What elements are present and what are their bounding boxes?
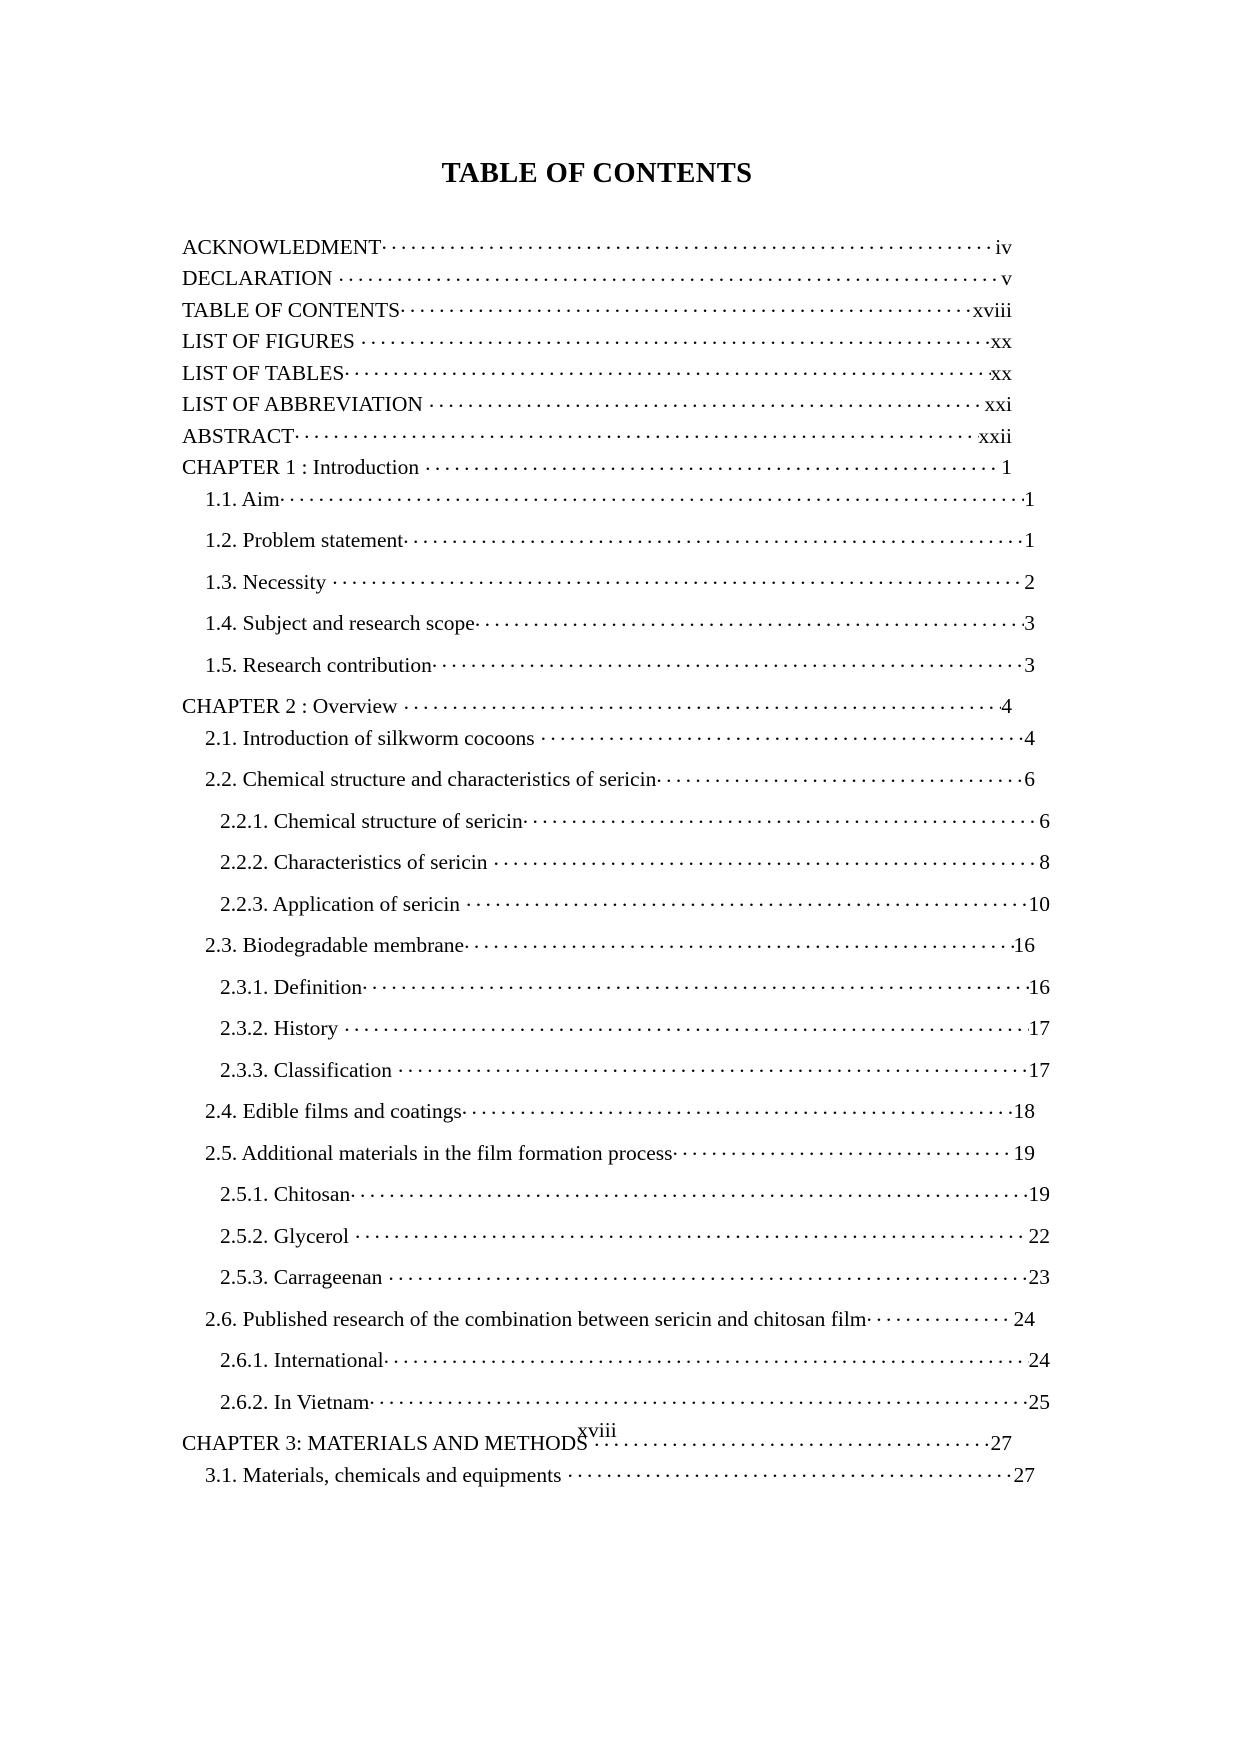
toc-leader-dots	[561, 1460, 1013, 1482]
toc-leader-dots	[464, 931, 1013, 953]
toc-leader-dots	[344, 358, 990, 380]
toc-leader-dots	[369, 1387, 1028, 1409]
toc-entry-page-number: xxi	[984, 392, 1012, 417]
table-of-contents-list	[182, 232, 1050, 1487]
toc-entry-page-number: 16	[1028, 974, 1050, 999]
toc-leader-dots	[355, 327, 991, 349]
toc-entry-label: 1.5. Research contribution	[205, 652, 432, 677]
toc-entry[interactable]	[182, 609, 1035, 635]
toc-entry-label: 2.6. Published research of the combination between sericin and chitosan film	[205, 1306, 867, 1331]
toc-entry-page-number: 17	[1028, 1016, 1050, 1041]
toc-entry[interactable]	[182, 327, 1012, 353]
toc-entry-page-number: 3	[1024, 611, 1035, 636]
toc-entry-page-number: 4	[1001, 694, 1012, 719]
toc-entry-page-number: xx	[990, 329, 1012, 354]
toc-entry-page-number: 23	[1028, 1265, 1050, 1290]
toc-leader-dots	[423, 390, 985, 412]
toc-entry[interactable]	[182, 421, 1012, 447]
footer-page-number: xviii	[577, 1418, 617, 1442]
toc-entry[interactable]	[182, 484, 1035, 510]
toc-entry-label: TABLE OF CONTENTS	[182, 297, 401, 322]
toc-entry-page-number: 18	[1013, 1099, 1035, 1124]
toc-leader-dots	[462, 1097, 1014, 1119]
toc-leader-dots	[400, 295, 973, 317]
toc-entry-label: 2.2. Chemical structure and characteristics of sericin	[205, 767, 657, 792]
toc-entry[interactable]	[182, 1014, 1050, 1040]
toc-entry-page-number: xviii	[972, 297, 1012, 322]
toc-leader-dots	[487, 848, 1039, 870]
toc-entry[interactable]	[182, 889, 1050, 915]
toc-entry-page-number: 2	[1024, 569, 1035, 594]
toc-entry[interactable]	[182, 650, 1035, 676]
toc-entry-label: DECLARATION	[182, 266, 333, 291]
toc-entry-page-number: 3	[1024, 652, 1035, 677]
toc-entry-label: ACKNOWLEDMENT	[182, 234, 382, 259]
toc-leader-dots	[381, 232, 995, 254]
toc-entry-label: LIST OF FIGURES	[182, 329, 355, 354]
toc-entry-label: LIST OF ABBREVIATION	[182, 392, 423, 417]
toc-entry[interactable]	[182, 723, 1035, 749]
toc-entry-page-number: 25	[1028, 1389, 1050, 1414]
toc-entry[interactable]	[182, 1097, 1035, 1123]
toc-entry-page-number: 1	[1001, 455, 1012, 480]
toc-entry[interactable]	[182, 526, 1035, 552]
toc-entry-label: ABSTRACT	[182, 423, 295, 448]
toc-entry-page-number: 6	[1039, 808, 1050, 833]
toc-entry-page-number: 1	[1024, 528, 1035, 553]
toc-leader-dots	[398, 692, 1002, 714]
toc-leader-dots	[432, 650, 1024, 672]
toc-entry[interactable]	[182, 1180, 1050, 1206]
toc-entry[interactable]	[182, 1346, 1050, 1372]
toc-entry-label: 2.3.2. History	[220, 1016, 339, 1041]
toc-leader-dots	[280, 484, 1025, 506]
toc-entry-label: 1.4. Subject and research scope	[205, 611, 475, 636]
toc-entry[interactable]	[182, 765, 1035, 791]
toc-entry-label: CHAPTER 3: MATERIALS AND METHODS	[182, 1431, 589, 1456]
toc-leader-dots	[523, 806, 1040, 828]
toc-leader-dots	[382, 1263, 1028, 1285]
toc-leader-dots	[475, 609, 1024, 631]
toc-leader-dots	[673, 1138, 1014, 1160]
toc-entry-page-number: xx	[990, 360, 1012, 385]
page-content	[182, 0, 1050, 1487]
toc-leader-dots	[350, 1180, 1028, 1202]
toc-entry-page-number: iv	[995, 234, 1012, 259]
toc-entry-page-number: 4	[1024, 725, 1035, 750]
toc-entry[interactable]	[182, 358, 1012, 384]
toc-entry-page-number: 10	[1028, 891, 1050, 916]
toc-entry-label: 2.5.3. Carrageenan	[220, 1265, 383, 1290]
toc-entry[interactable]	[182, 1263, 1050, 1289]
toc-entry-label: 1.1. Aim	[205, 486, 280, 511]
toc-leader-dots	[419, 453, 1001, 475]
toc-entry-page-number: 16	[1013, 933, 1035, 958]
toc-entry[interactable]	[182, 1055, 1050, 1081]
toc-entry-page-number: 27	[990, 1431, 1012, 1456]
toc-entry-page-number: 8	[1039, 850, 1050, 875]
toc-entry[interactable]	[182, 1387, 1050, 1413]
toc-entry-label: 2.2.1. Chemical structure of sericin	[220, 808, 523, 833]
toc-entry-page-number: 22	[1028, 1223, 1050, 1248]
toc-leader-dots	[392, 1055, 1029, 1077]
toc-entry[interactable]	[182, 931, 1035, 957]
toc-leader-dots	[403, 526, 1024, 548]
toc-entry-label: 2.3.3. Classification	[220, 1057, 392, 1082]
toc-entry-label: 2.2.3. Application of sericin	[220, 891, 461, 916]
toc-leader-dots	[338, 1014, 1028, 1036]
toc-leader-dots	[326, 567, 1024, 589]
toc-entry[interactable]	[182, 567, 1035, 593]
toc-leader-dots	[294, 421, 978, 443]
toc-entry[interactable]	[182, 1138, 1035, 1164]
toc-entry-label: 2.1. Introduction of silkworm cocoons	[205, 725, 535, 750]
toc-entry-page-number: xxii	[978, 423, 1012, 448]
toc-leader-dots	[535, 723, 1025, 745]
toc-entry-label: 2.5.2. Glycerol	[220, 1223, 349, 1248]
toc-entry-label: CHAPTER 2 : Overview	[182, 694, 398, 719]
page-footer	[182, 1418, 1012, 1443]
toc-entry[interactable]	[182, 1304, 1035, 1330]
toc-entry-page-number: 6	[1024, 767, 1035, 792]
toc-entry[interactable]	[182, 295, 1012, 321]
toc-leader-dots	[349, 1221, 1029, 1243]
toc-entry-label: 2.5. Additional materials in the film formation process	[205, 1140, 673, 1165]
toc-entry-label: 2.2.2. Characteristics of sericin	[220, 850, 488, 875]
toc-entry-page-number: 27	[1013, 1462, 1035, 1487]
toc-entry-page-number: 24	[1013, 1306, 1035, 1331]
toc-entry-label: 1.3. Necessity	[205, 569, 327, 594]
toc-entry[interactable]	[182, 692, 1012, 718]
toc-entry-page-number: v	[1001, 266, 1012, 291]
toc-entry-label: 1.2. Problem statement	[205, 528, 404, 553]
toc-entry-label: 2.3.1. Definition	[220, 974, 363, 999]
toc-leader-dots	[460, 889, 1028, 911]
toc-entry[interactable]	[182, 848, 1050, 874]
toc-entry-label: 2.4. Edible films and coatings	[205, 1099, 462, 1124]
toc-leader-dots	[656, 765, 1024, 787]
toc-entry[interactable]	[182, 453, 1012, 479]
toc-entry[interactable]	[182, 1221, 1050, 1247]
toc-entry[interactable]	[182, 390, 1012, 416]
toc-leader-dots	[867, 1304, 1014, 1326]
toc-entry-label: 2.3. Biodegradable membrane	[205, 933, 465, 958]
toc-entry[interactable]	[182, 1460, 1035, 1486]
toc-entry-page-number: 24	[1028, 1348, 1050, 1373]
toc-entry-page-number: 19	[1013, 1140, 1035, 1165]
toc-entry[interactable]	[182, 972, 1050, 998]
toc-entry[interactable]	[182, 264, 1012, 290]
toc-entry-label: 2.6.1. International	[220, 1348, 384, 1373]
toc-entry-label: 2.5.1. Chitosan	[220, 1182, 351, 1207]
toc-leader-dots	[333, 264, 1002, 286]
toc-entry-label: CHAPTER 1 : Introduction	[182, 455, 420, 480]
toc-leader-dots	[384, 1346, 1029, 1368]
toc-entry-label: LIST OF TABLES	[182, 360, 345, 385]
toc-entry-label: 2.6.2. In Vietnam	[220, 1389, 370, 1414]
toc-entry-page-number: 17	[1028, 1057, 1050, 1082]
toc-entry[interactable]	[182, 806, 1050, 832]
toc-entry-label: 3.1. Materials, chemicals and equipments	[205, 1462, 562, 1487]
toc-entry-page-number: 19	[1028, 1182, 1050, 1207]
page-title: TABLE OF CONTENTS	[441, 158, 753, 189]
toc-leader-dots	[362, 972, 1028, 994]
toc-entry[interactable]	[182, 232, 1012, 258]
toc-entry-page-number: 1	[1024, 486, 1035, 511]
